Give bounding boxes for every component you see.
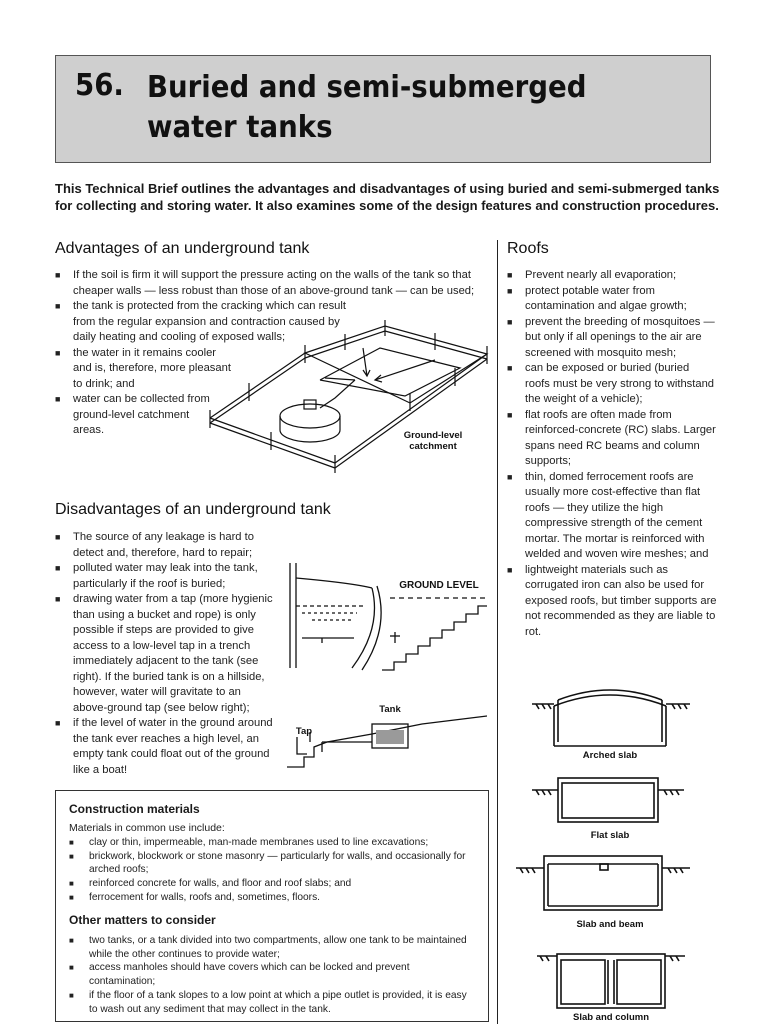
list-item: ■ water can be collected from ground-level catchment areas. xyxy=(55,392,213,439)
list-item: ■ access manholes should have covers which can be locked and prevent contamination; xyxy=(69,961,477,988)
flat-slab-caption: Flat slab xyxy=(590,830,630,841)
construction-box xyxy=(55,790,489,1022)
intro-paragraph: This Technical Brief outlines the advantages and disadvantages of using buried and semi-submerged tanks for collecting and storing water. It also examines some of the design features and construction procedures. xyxy=(55,181,720,213)
list-item: ■ if the floor of a tank slopes to a low point at which a pipe outlet is provided, it is easy to wash out any sediment that may collect in the tank. xyxy=(69,989,477,1016)
list-item: ■ two tanks, or a tank divided into two compartments, allow one tank to be maintained while the other continues to provide water; xyxy=(69,934,477,961)
flat-slab-figure xyxy=(528,774,688,828)
list-item: ■ polluted water may leak into the tank, particularly if the roof is buried; xyxy=(55,561,277,592)
list-item: ■ clay or thin, impermeable, man-made membranes used to line excavations; xyxy=(69,836,477,850)
list-item: ■ Prevent nearly all evaporation; xyxy=(507,268,717,284)
roofs-list xyxy=(507,268,717,640)
advantages-heading: Advantages of an underground tank xyxy=(55,240,310,257)
arched-slab-caption: Arched slab xyxy=(582,750,638,761)
list-item: ■ flat roofs are often made from reinforced-concrete (RC) slabs. Larger spans need RC beams and column supports; xyxy=(507,408,717,470)
list-item: ■ the tank is protected from the cracking which can result from the regular expansion and contraction caused by daily heating and cooling of exposed walls; xyxy=(55,299,348,346)
catchment-caption: Ground-level catchment xyxy=(403,430,463,452)
catchment-illustration xyxy=(205,318,490,478)
hillside-tank-illustration xyxy=(282,712,487,774)
list-item: ■ lightweight materials such as corrugated iron can also be used for exposed roofs, but timber supports are not recommended as they are liable to rot. xyxy=(507,563,717,641)
disadvantages-list xyxy=(55,530,277,778)
list-item: ■ The source of any leakage is hard to detect and, therefore, hard to repair; xyxy=(55,530,277,561)
list-item: ■ if the level of water in the ground around the tank ever reaches a high level, an empty tank could float out of the ground like a boat! xyxy=(55,716,277,778)
list-item: ■ protect potable water from contamination and algae growth; xyxy=(507,284,717,315)
list-item: ■ brickwork, blockwork or stone masonry — particularly for walls, and occasionally for arched roofs; xyxy=(69,850,477,877)
title-box xyxy=(55,55,711,163)
slab-and-column-figure xyxy=(535,944,687,1010)
column-divider xyxy=(497,240,498,1024)
list-item: ■ drawing water from a tap (more hygienic than using a bucket and rope) is only possible if steps are provided to give access to a low-level tap in a trench immediately adjacent to the tank (see right). If the buried tank is on a hillside, however, water will gravitate to an above-ground tap (see below right); xyxy=(55,592,277,716)
list-item: ■ prevent the breeding of mosquitoes — but only if all openings to the air are screened with mosquito mesh; xyxy=(507,315,717,362)
list-item: ■ thin, domed ferrocement roofs are usually more cost-effective than flat roofs — they utilize the high compressive strength of the cement mortar. The mortar is reinforced with welded and woven wire meshes; and xyxy=(507,470,717,563)
ground-level-label: GROUND LEVEL xyxy=(399,580,479,591)
tank-label: Tank xyxy=(379,704,401,715)
steps-tank-illustration xyxy=(282,558,487,673)
list-item: ■ the water in it remains cooler and is, therefore, more pleasant to drink; and xyxy=(55,346,233,393)
other-matters-list xyxy=(69,934,477,1016)
slab-and-beam-caption: Slab and beam xyxy=(576,919,644,930)
materials-list xyxy=(69,836,477,905)
other-matters-heading: Other matters to consider xyxy=(69,913,216,927)
slab-and-beam-figure xyxy=(512,852,694,914)
arched-slab-figure xyxy=(532,680,692,750)
list-item: ■ If the soil is firm it will support the pressure acting on the walls of the tank so that cheaper walls — less robust than those of an above-ground tank — can be used; xyxy=(55,268,480,299)
page-title: Buried and semi-submerged water tanks xyxy=(147,70,587,145)
roofs-heading: Roofs xyxy=(507,240,549,257)
list-item: ■ ferrocement for walls, roofs and, sometimes, floors. xyxy=(69,891,477,905)
list-item: ■ can be exposed or buried (buried roofs must be very strong to withstand the weight of a vehicle); xyxy=(507,361,717,408)
slab-and-column-caption: Slab and column xyxy=(572,1012,649,1023)
brief-number: 56. xyxy=(75,68,124,103)
materials-intro: Materials in common use include: xyxy=(69,822,225,834)
materials-heading: Construction materials xyxy=(69,802,200,816)
list-item: ■ reinforced concrete for walls, and floor and roof slabs; and xyxy=(69,877,477,891)
disadvantages-heading: Disadvantages of an underground tank xyxy=(55,501,331,518)
tap-label: Tap xyxy=(295,726,313,737)
